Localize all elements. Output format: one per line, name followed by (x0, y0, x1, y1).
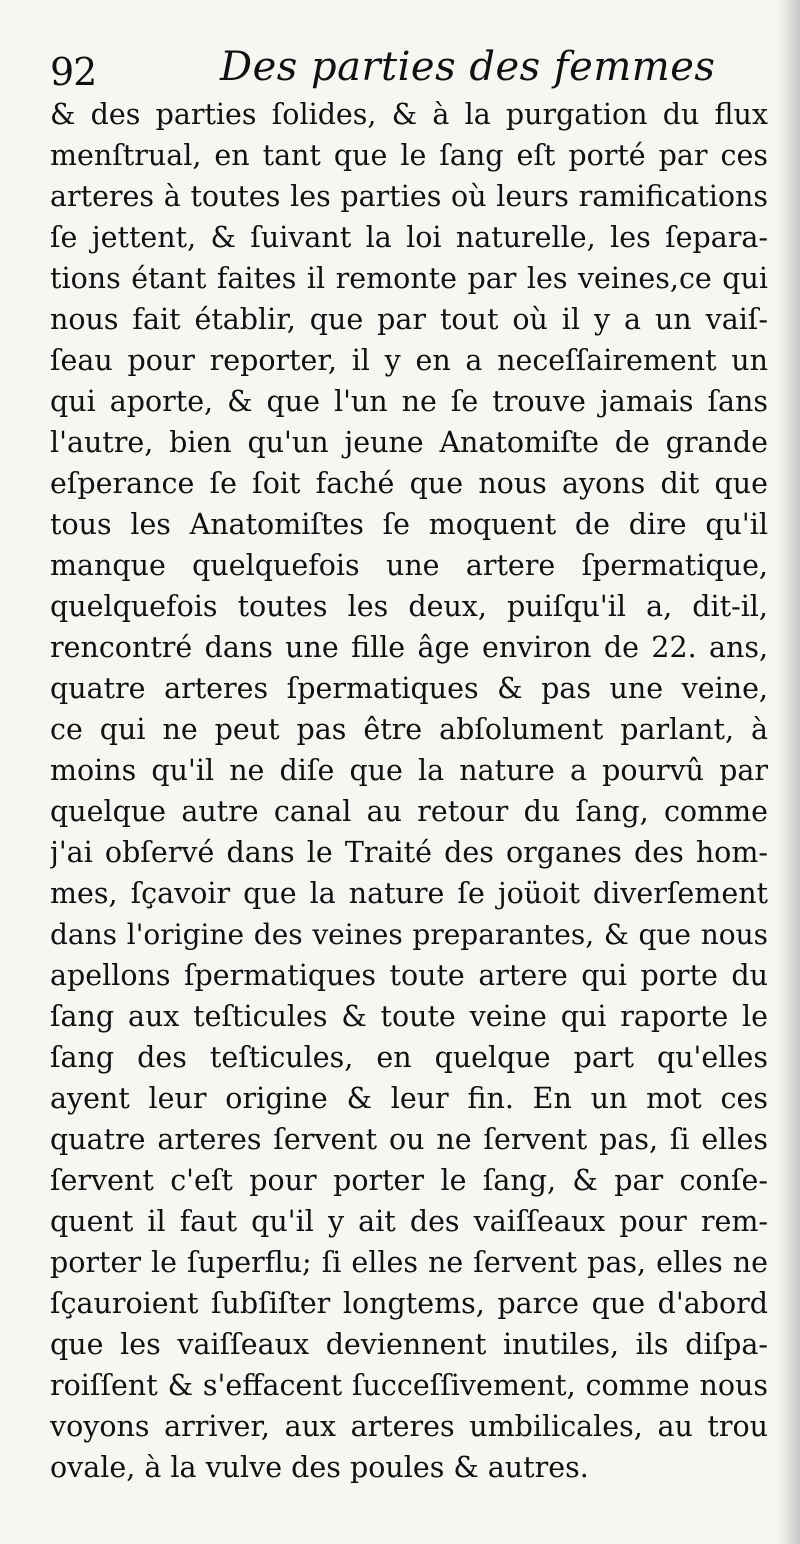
text-line: ſang des teſticules, en quelque part qu'elles (50, 1041, 768, 1074)
text-line: nous fait établir, que par tout où il y a un vaiſ- (50, 303, 768, 336)
text-line-last: ovale, à la vulve des poules & autres. (50, 1451, 589, 1484)
text-line: rencontré dans une fille âge environ de 22. ans, (50, 631, 768, 664)
text-line: arteres à toutes les parties où leurs ramifications (50, 180, 768, 213)
text-line: & des parties ſolides, & à la purgation du flux (50, 98, 768, 131)
text-line: ſeau pour reporter, il y en a neceſſairement un (50, 344, 768, 377)
running-title: Des parties des femmes (220, 44, 716, 90)
page-edge-shadow (778, 0, 800, 1544)
text-line: tions étant faites il remonte par les veines,ce qui (50, 262, 768, 295)
page-header (50, 44, 750, 92)
text-line: ſçauroient ſubſiſter longtems, parce que d'abord (50, 1287, 768, 1320)
text-line: que les vaiſſeaux deviennent inutiles, ils diſpa- (50, 1328, 768, 1361)
text-line: apellons ſpermatiques toute artere qui porte du (50, 959, 768, 992)
text-line: porter le ſuperflu; ſi elles ne ſervent pas, elles ne (50, 1246, 768, 1279)
text-line: quatre arteres ſervent ou ne ſervent pas, ſi elles (50, 1123, 768, 1156)
text-line: ſervent c'eſt pour porter le ſang, & par conſe- (50, 1164, 768, 1197)
text-line: voyons arriver, aux arteres umbilicales, au trou (50, 1410, 768, 1443)
text-line: roiſſent & s'effacent ſucceſſivement, comme nous (50, 1369, 768, 1402)
text-line: quelque autre canal au retour du ſang, comme (50, 795, 768, 828)
text-line: ayent leur origine & leur fin. En un mot ces (50, 1082, 768, 1115)
text-line: mes, ſçavoir que la nature ſe joüoit diverſement (50, 877, 768, 910)
text-line: ce qui ne peut pas être abſolument parlant, à (50, 713, 768, 746)
text-line: dans l'origine des veines preparantes, & que nous (50, 918, 768, 951)
text-line: eſperance ſe ſoit faché que nous ayons dit que (50, 467, 768, 500)
text-line: tous les Anatomiſtes ſe moquent de dire qu'il (50, 508, 768, 541)
text-line: quent il faut qu'il y ait des vaiſſeaux pour rem- (50, 1205, 768, 1238)
text-line: menſtrual, en tant que le ſang eſt porté par ces (50, 139, 768, 172)
page-number: 92 (50, 50, 97, 94)
text-line: j'ai obſervé dans le Traité des organes des hom- (50, 836, 768, 869)
text-line: qui aporte, & que l'un ne ſe trouve jamais ſans (50, 385, 768, 418)
text-line: l'autre, bien qu'un jeune Anatomiſte de grande (50, 426, 768, 459)
text-line: quatre arteres ſpermatiques & pas une veine, (50, 672, 768, 705)
text-line: moins qu'il ne diſe que la nature a pourvû par (50, 754, 768, 787)
text-line: quelquefois toutes les deux, puiſqu'il a, dit-il, (50, 590, 768, 623)
text-line: ſe jettent, & ſuivant la loi naturelle, les ſepara- (50, 221, 768, 254)
body-text (50, 94, 768, 1488)
text-line: ſang aux teſticules & toute veine qui raporte le (50, 1000, 768, 1033)
text-line: manque quelquefois une artere ſpermatique, (50, 549, 768, 582)
